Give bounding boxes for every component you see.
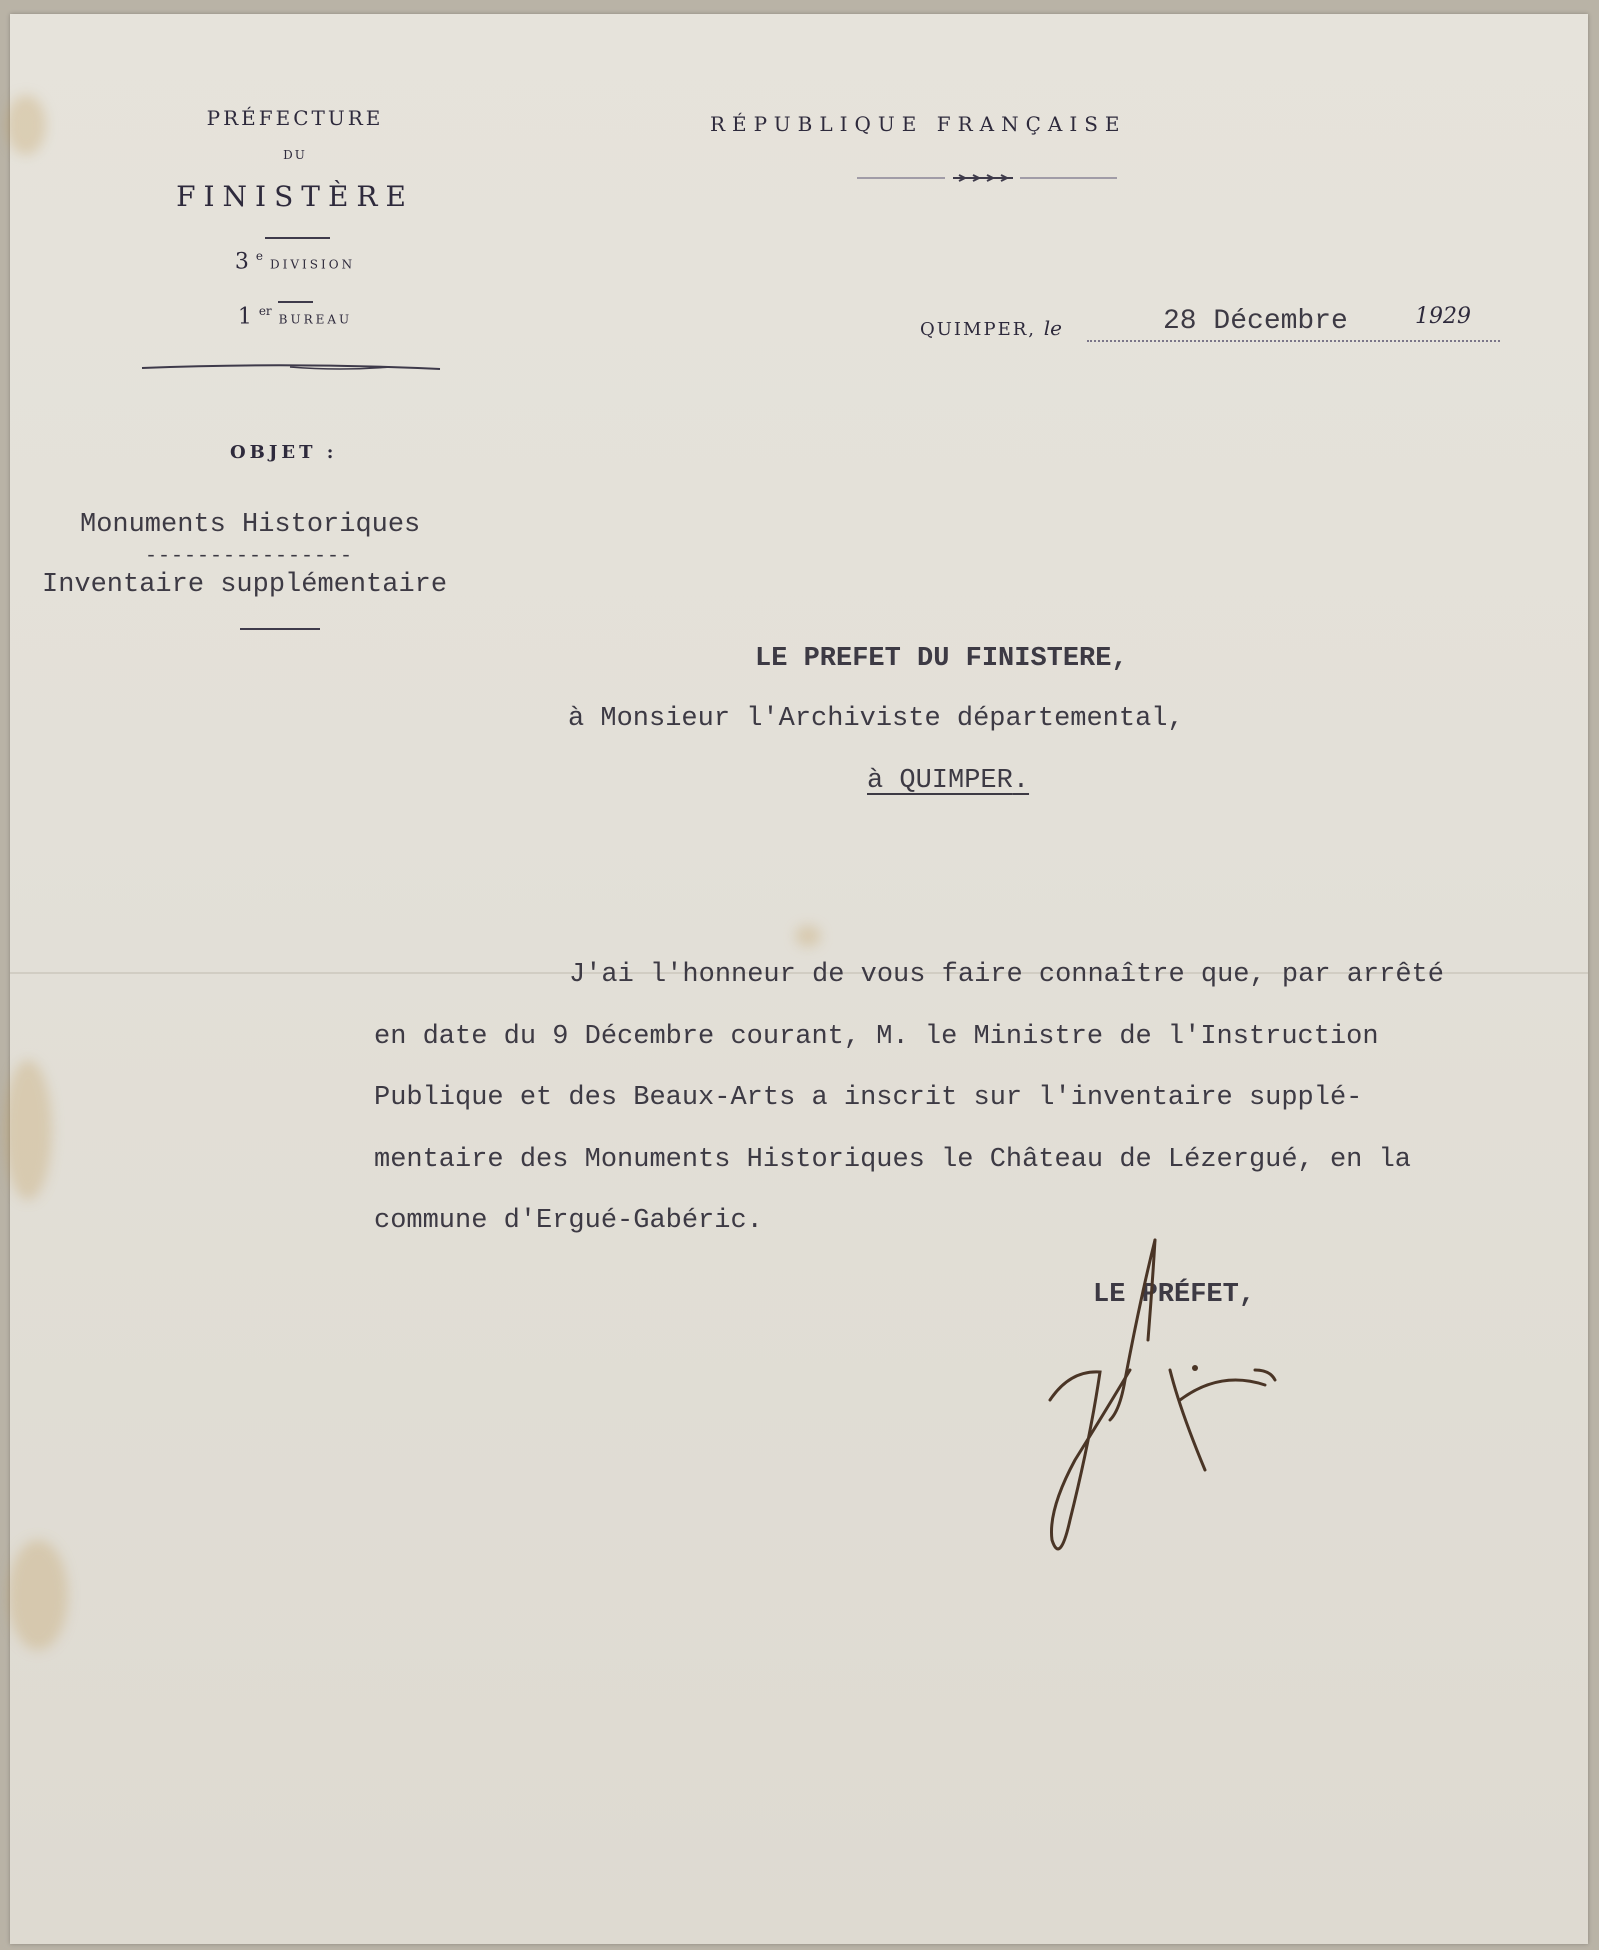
stain bbox=[8, 1540, 68, 1650]
year-value: 1929 bbox=[1415, 304, 1471, 329]
address-recipient: à Monsieur l'Archiviste départemental, bbox=[568, 704, 1184, 734]
body-line: Publique et des Beaux-Arts a inscrit sur l'inventaire supplé- bbox=[374, 1083, 1363, 1113]
department-name: FINISTÈRE bbox=[176, 180, 414, 213]
bureau-line: 1 $^{er}$ BUREAU bbox=[237, 304, 353, 330]
handwritten-signature bbox=[1030, 1220, 1290, 1560]
ornament-rule bbox=[855, 170, 1120, 186]
division-number: 3 bbox=[234, 249, 249, 275]
bureau-label: BUREAU bbox=[278, 312, 353, 327]
le-label: le bbox=[1043, 316, 1062, 340]
letterhead-left bbox=[140, 100, 450, 330]
objet-line-2: Inventaire supplémentaire bbox=[42, 570, 448, 600]
divider bbox=[278, 301, 313, 303]
objet-line-1: Monuments Historiques bbox=[80, 510, 421, 540]
bureau-number: 1 bbox=[237, 304, 252, 330]
body-line: commune d'Ergué-Gabéric. bbox=[374, 1206, 763, 1236]
date-value: 28 Décembre bbox=[1163, 306, 1348, 337]
address-city-name: à QUIMPER bbox=[867, 766, 1013, 796]
dateline-place bbox=[920, 316, 1062, 340]
stain bbox=[795, 925, 821, 947]
republic-heading: RÉPUBLIQUE FRANÇAISE bbox=[710, 112, 1127, 136]
objet-label: OBJET : bbox=[230, 442, 338, 463]
signoff: LE PRÉFET, bbox=[1093, 1280, 1256, 1310]
objet-separator: ---------------- bbox=[145, 545, 354, 568]
division-line: 3 $^e$ DIVISION bbox=[234, 249, 356, 275]
du-label: DU bbox=[283, 148, 307, 162]
address-city bbox=[867, 766, 1029, 796]
divider bbox=[240, 628, 320, 630]
body-line: mentaire des Monuments Historiques le Château de Lézergué, en la bbox=[374, 1144, 1411, 1175]
stain bbox=[6, 95, 46, 155]
divider bbox=[265, 237, 330, 239]
body-line: J'ai l'honneur de vous faire connaître que, par arrêté bbox=[569, 960, 1444, 990]
letter-body bbox=[374, 945, 1592, 1253]
stain bbox=[4, 1060, 52, 1200]
division-label: DIVISION bbox=[270, 257, 356, 272]
place-name: QUIMPER, bbox=[920, 319, 1036, 340]
address-city-punct: . bbox=[1012, 766, 1030, 796]
address-sender: LE PREFET DU FINISTERE, bbox=[755, 644, 1128, 674]
body-line: en date du 9 Décembre courant, M. le Ministre de l'Instruction bbox=[374, 1021, 1379, 1052]
prefecture-label: PRÉFECTURE bbox=[206, 106, 384, 130]
date-dotted-line bbox=[1087, 340, 1500, 342]
ornament-rule bbox=[140, 360, 445, 376]
